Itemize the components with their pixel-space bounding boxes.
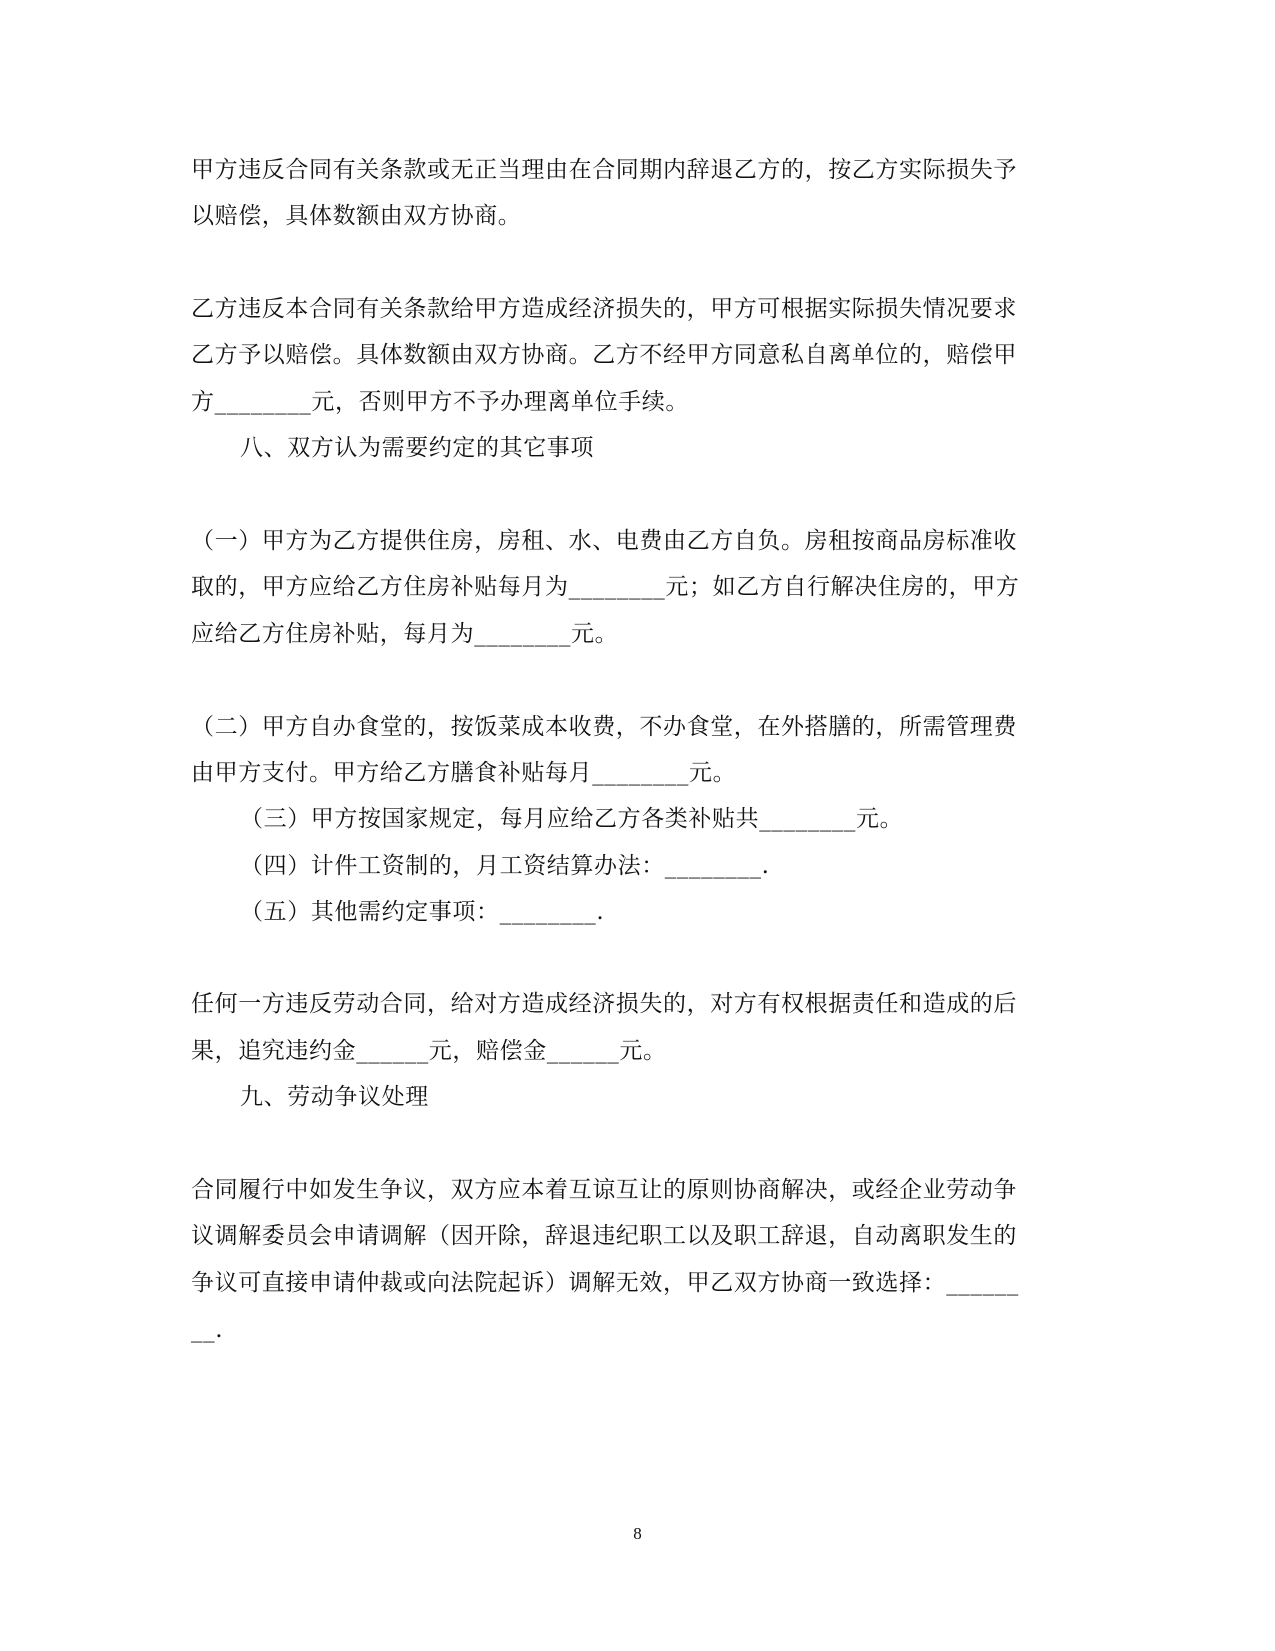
paragraph-line: __. <box>191 1317 224 1343</box>
list-item: （五）其他需约定事项：________. <box>240 899 605 925</box>
paragraph-line: 方________元，否则甲方不予办理离单位手续。 <box>191 389 689 415</box>
section-heading: 九、劳动争议处理 <box>240 1084 429 1110</box>
paragraph-line: 果，追究违约金______元，赔偿金______元。 <box>191 1038 667 1064</box>
page-number: 8 <box>633 1524 642 1543</box>
paragraph-line: 甲方违反合同有关条款或无正当理由在合同期内辞退乙方的，按乙方实际损失予 <box>191 157 1017 183</box>
paragraph-line: 取的，甲方应给乙方住房补贴每月为________元；如乙方自行解决住房的，甲方 <box>191 574 1020 600</box>
paragraph-line: 争议可直接申请仲裁或向法院起诉）调解无效，甲乙双方协商一致选择：______ <box>191 1270 1019 1296</box>
paragraph-line: 乙方违反本合同有关条款给甲方造成经济损失的，甲方可根据实际损失情况要求 <box>191 296 1017 322</box>
paragraph-line: 议调解委员会申请调解（因开除，辞退违纪职工以及职工辞退，自动离职发生的 <box>191 1223 1017 1249</box>
paragraph-line: 任何一方违反劳动合同，给对方造成经济损失的，对方有权根据责任和造成的后 <box>191 991 1017 1017</box>
paragraph-line: 由甲方支付。甲方给乙方膳食补贴每月________元。 <box>191 760 737 786</box>
paragraph-line: （一）甲方为乙方提供住房，房租、水、电费由乙方自负。房租按商品房标准收 <box>191 528 1017 554</box>
section-heading: 八、双方认为需要约定的其它事项 <box>240 435 594 461</box>
paragraph-line: 应给乙方住房补贴，每月为________元。 <box>191 621 619 647</box>
list-item: （四）计件工资制的，月工资结算办法：________. <box>240 853 770 879</box>
list-item: （三）甲方按国家规定，每月应给乙方各类补贴共________元。 <box>240 806 904 832</box>
paragraph-line: 以赔偿，具体数额由双方协商。 <box>191 203 522 229</box>
paragraph-line: 乙方予以赔偿。具体数额由双方协商。乙方不经甲方同意私自离单位的，赔偿甲 <box>191 342 1017 368</box>
paragraph-line: （二）甲方自办食堂的，按饭菜成本收费，不办食堂，在外搭膳的，所需管理费 <box>191 714 1017 740</box>
paragraph-line: 合同履行中如发生争议，双方应本着互谅互让的原则协商解决，或经企业劳动争 <box>191 1177 1017 1203</box>
